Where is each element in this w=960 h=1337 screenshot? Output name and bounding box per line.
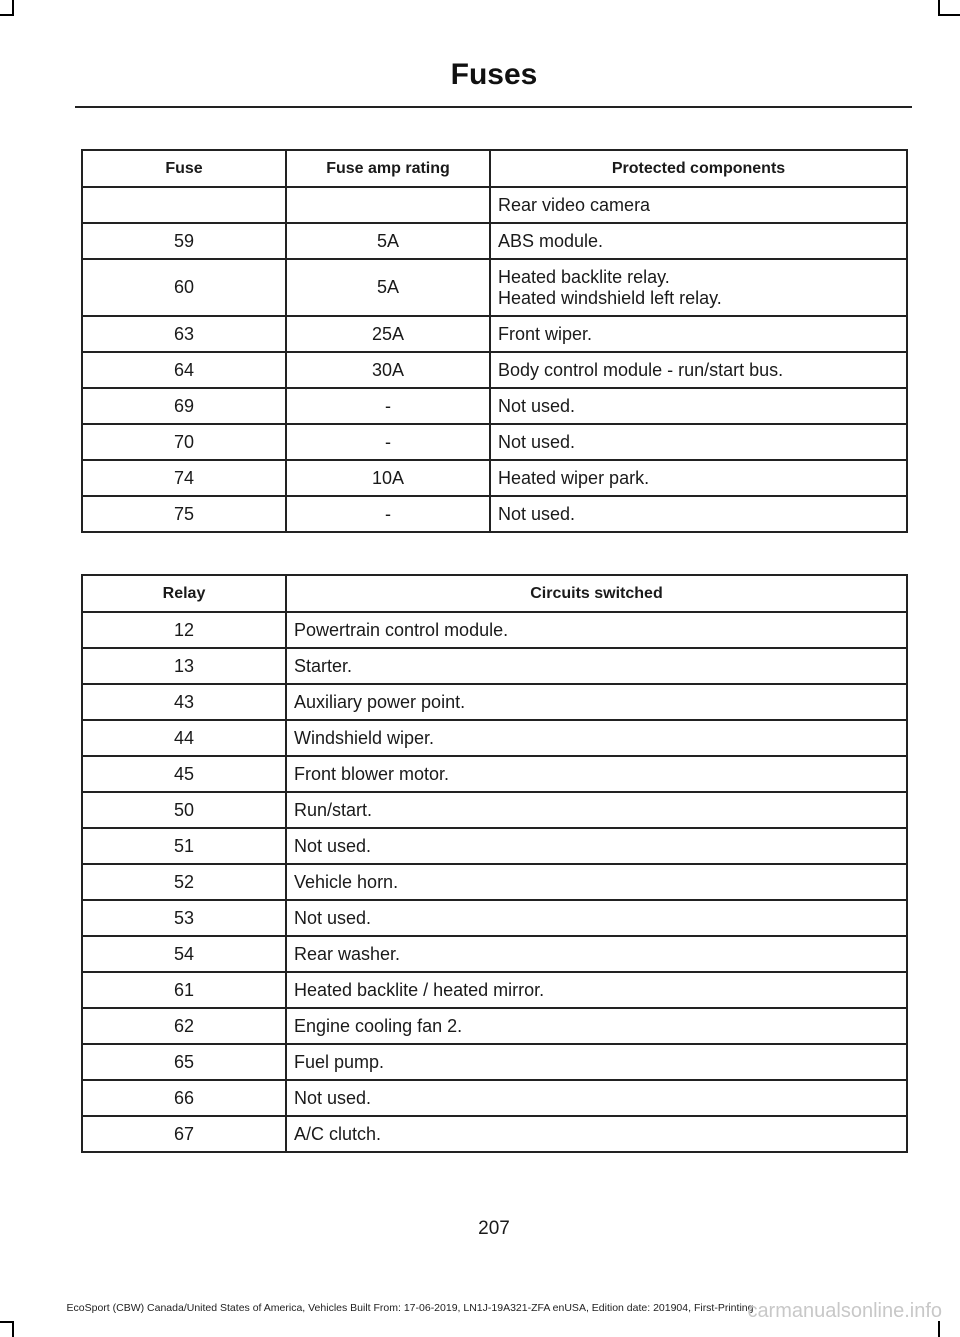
table-row: [82, 259, 907, 316]
crop-mark: [938, 14, 960, 16]
column-header-circuits-switched: Circuits switched: [286, 575, 907, 612]
relay-number: 65: [82, 1044, 286, 1080]
crop-mark: [12, 0, 14, 14]
table-row: [82, 1044, 907, 1080]
relay-circuit: Not used.: [286, 828, 907, 864]
crop-mark: [0, 14, 14, 16]
fuse-amp: 5A: [286, 223, 490, 259]
fuse-components: Rear video camera: [490, 187, 907, 223]
table-row: [82, 187, 907, 223]
relay-circuit: Rear washer.: [286, 936, 907, 972]
watermark: carmanualsonline.info: [747, 1300, 942, 1322]
fuse-number: 70: [82, 424, 286, 460]
relay-circuit: Engine cooling fan 2.: [286, 1008, 907, 1044]
table-row: [82, 936, 907, 972]
column-header-amp-rating: Fuse amp rating: [286, 150, 490, 187]
component-line: Heated backlite relay.: [498, 266, 670, 287]
fuse-components: Not used.: [490, 424, 907, 460]
table-row: [82, 223, 907, 259]
fuse-components: Front wiper.: [490, 316, 907, 352]
table-row: [82, 496, 907, 532]
column-header-fuse: Fuse: [82, 150, 286, 187]
relay-circuit: A/C clutch.: [286, 1116, 907, 1152]
relay-circuit: Run/start.: [286, 792, 907, 828]
relay-number: 67: [82, 1116, 286, 1152]
table-row: [82, 864, 907, 900]
fuse-number: [82, 187, 286, 223]
relay-number: 43: [82, 684, 286, 720]
fuse-number: 64: [82, 352, 286, 388]
relay-circuit: Front blower motor.: [286, 756, 907, 792]
crop-mark: [0, 1321, 14, 1323]
relay-number: 66: [82, 1080, 286, 1116]
fuse-amp: 10A: [286, 460, 490, 496]
table-row: [82, 828, 907, 864]
page-title: Fuses: [450, 58, 538, 91]
fuse-number: 63: [82, 316, 286, 352]
relay-table: [81, 574, 908, 1153]
relay-number: 45: [82, 756, 286, 792]
column-header-protected-components: Protected components: [490, 150, 907, 187]
table-row: [82, 424, 907, 460]
fuse-amp: -: [286, 496, 490, 532]
fuse-amp: [286, 187, 490, 223]
table-row: [82, 352, 907, 388]
table-row: [82, 972, 907, 1008]
title-divider: [75, 106, 912, 108]
relay-number: 52: [82, 864, 286, 900]
table-row: [82, 1080, 907, 1116]
table-row: [82, 720, 907, 756]
table-row: [82, 388, 907, 424]
fuse-components: [490, 259, 907, 316]
relay-number: 54: [82, 936, 286, 972]
fuse-amp: -: [286, 424, 490, 460]
fuse-number: 74: [82, 460, 286, 496]
table-row: [82, 648, 907, 684]
fuse-amp: 30A: [286, 352, 490, 388]
table-header-row: [82, 150, 907, 187]
fuse-components: Body control module - run/start bus.: [490, 352, 907, 388]
relay-circuit: Starter.: [286, 648, 907, 684]
table-row: [82, 900, 907, 936]
relay-number: 53: [82, 900, 286, 936]
relay-number: 51: [82, 828, 286, 864]
crop-mark: [938, 1321, 940, 1337]
relay-number: 13: [82, 648, 286, 684]
fuse-amp: 5A: [286, 259, 490, 316]
table-row: [82, 1008, 907, 1044]
crop-mark: [938, 0, 940, 14]
table-row: [82, 460, 907, 496]
component-line: Heated windshield left relay.: [498, 287, 722, 308]
table-row: [82, 792, 907, 828]
fuse-table: [81, 149, 908, 533]
relay-circuit: Powertrain control module.: [286, 612, 907, 648]
column-header-relay: Relay: [82, 575, 286, 612]
fuse-amp: 25A: [286, 316, 490, 352]
fuse-amp: -: [286, 388, 490, 424]
relay-number: 62: [82, 1008, 286, 1044]
relay-circuit: Auxiliary power point.: [286, 684, 907, 720]
table-row: [82, 1116, 907, 1152]
page-number: 207: [478, 1218, 510, 1239]
fuse-number: 75: [82, 496, 286, 532]
table-header-row: [82, 575, 907, 612]
relay-number: 12: [82, 612, 286, 648]
fuse-number: 69: [82, 388, 286, 424]
relay-circuit: Not used.: [286, 900, 907, 936]
fuse-number: 60: [82, 259, 286, 316]
relay-circuit: Vehicle horn.: [286, 864, 907, 900]
table-row: [82, 684, 907, 720]
relay-circuit: Fuel pump.: [286, 1044, 907, 1080]
fuse-components: Not used.: [490, 388, 907, 424]
table-row: [82, 756, 907, 792]
fuse-components: ABS module.: [490, 223, 907, 259]
table-row: [82, 612, 907, 648]
page-footer: EcoSport (CBW) Canada/United States of America, Vehicles Built From: 17-06-2019, LN1J-19A321-ZFA enUSA, Edition date: 201904, First-Printing: [66, 1302, 754, 1314]
relay-number: 50: [82, 792, 286, 828]
relay-circuit: Windshield wiper.: [286, 720, 907, 756]
fuse-components: Not used.: [490, 496, 907, 532]
table-row: [82, 316, 907, 352]
fuse-components: Heated wiper park.: [490, 460, 907, 496]
relay-number: 44: [82, 720, 286, 756]
relay-number: 61: [82, 972, 286, 1008]
fuse-number: 59: [82, 223, 286, 259]
relay-circuit: Heated backlite / heated mirror.: [286, 972, 907, 1008]
crop-mark: [12, 1321, 14, 1337]
relay-circuit: Not used.: [286, 1080, 907, 1116]
